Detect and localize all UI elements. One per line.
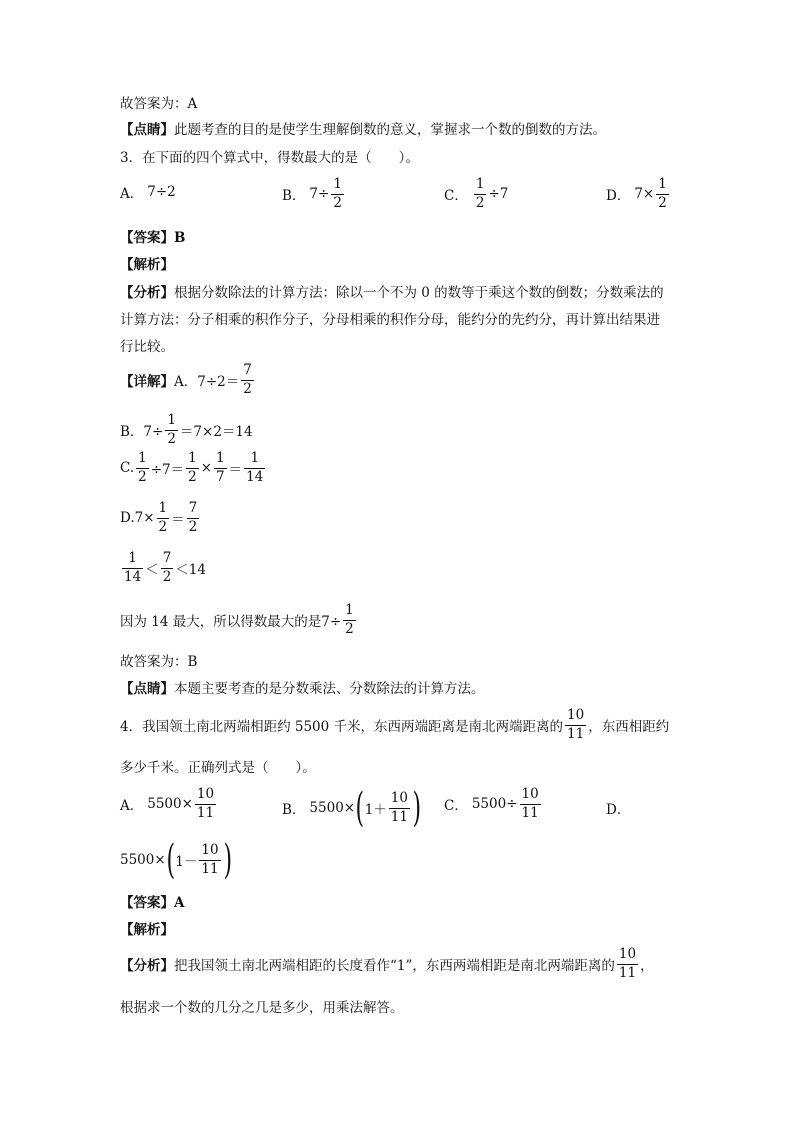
fraction-half: $\frac{1}{2}$ bbox=[475, 176, 485, 211]
option-label: C． bbox=[444, 798, 468, 814]
question-3-stem: 3．在下面的四个算式中，得数最大的是（ ）。 bbox=[120, 150, 419, 166]
fraction-one-fourteenth: $\frac{1}{14}$ bbox=[246, 450, 264, 485]
q4-option-c bbox=[444, 788, 543, 820]
detail-expr: C. bbox=[120, 460, 135, 476]
detail-expr: D.7× bbox=[120, 510, 155, 526]
q3-option-b bbox=[282, 178, 346, 210]
option-expr: 7× bbox=[634, 186, 655, 202]
right-paren: ) bbox=[223, 837, 232, 883]
tip-text: 此题考查的目的是使学生理解倒数的意义，掌握求一个数的倒数的方法。 bbox=[174, 122, 606, 138]
q4-option-d-label bbox=[606, 798, 630, 818]
option-expr: ÷7 bbox=[488, 186, 509, 202]
detail-compare bbox=[120, 552, 206, 584]
tip-line-2 bbox=[120, 120, 606, 140]
conclusion-text: 因为 14 最大，所以得数最大的是7÷ bbox=[120, 614, 342, 630]
option-expr: 1＋ bbox=[364, 802, 387, 818]
option-label: A． bbox=[120, 798, 144, 814]
tip-tag: 【点睛】 bbox=[120, 122, 174, 138]
tip-tag: 【点睛】 bbox=[120, 681, 174, 697]
option-expr: 5500× bbox=[309, 800, 356, 816]
analysis-4-line-1 bbox=[120, 948, 654, 980]
fraction-one-fourteenth: $\frac{1}{14}$ bbox=[124, 550, 142, 585]
analysis-3-line-1 bbox=[120, 283, 664, 303]
option-expr: 5500÷ bbox=[471, 796, 518, 812]
fraction-seven-halves: $\frac{7}{2}$ bbox=[243, 362, 252, 397]
analysis-tag: 【分析】 bbox=[120, 285, 174, 301]
tip-line-3 bbox=[120, 679, 485, 699]
right-paren: ) bbox=[412, 785, 422, 831]
detail-expr: B．7÷ bbox=[120, 424, 164, 440]
option-expr: 5500× bbox=[120, 852, 166, 868]
option-expr: 7÷ bbox=[309, 186, 330, 202]
analysis-4-header: 【解析】 bbox=[120, 922, 174, 938]
analysis-tag: 【分析】 bbox=[120, 958, 174, 974]
fraction-half: $\frac{1}{2}$ bbox=[345, 602, 354, 637]
option-label: D． bbox=[606, 188, 631, 204]
q4-option-d-expr bbox=[120, 837, 232, 883]
times-sign: × bbox=[200, 460, 213, 476]
left-paren: ( bbox=[355, 785, 365, 831]
option-label: C． bbox=[444, 188, 468, 204]
detail-b bbox=[120, 414, 253, 446]
q3-option-c bbox=[444, 178, 508, 210]
fraction-half: $\frac{1}{2}$ bbox=[167, 412, 176, 447]
option-expr: 7÷2 bbox=[147, 184, 176, 200]
fraction-half: $\frac{1}{2}$ bbox=[188, 450, 197, 485]
fraction-ten-elevenths: $\frac{10}{11}$ bbox=[567, 707, 585, 742]
left-paren: ( bbox=[166, 837, 175, 883]
detail-expr: ＜14 bbox=[175, 562, 206, 578]
option-expr: 1－ bbox=[175, 854, 198, 870]
detail-a bbox=[120, 364, 256, 396]
tip-text: 本题主要考查的是分数乘法、分数除法的计算方法。 bbox=[174, 681, 485, 697]
analysis-3-line-3: 行比较。 bbox=[120, 339, 174, 355]
question-4-line-2: 多少千米。正确列式是（ ）。 bbox=[120, 760, 316, 776]
detail-expr: ÷7＝ bbox=[150, 462, 185, 478]
question-text: ，东西相距约 bbox=[588, 719, 670, 735]
fraction-half: $\frac{1}{2}$ bbox=[333, 176, 342, 211]
q4-option-b bbox=[282, 785, 422, 831]
analysis-3-line-2: 计算方法：分子相乘的积作分子，分母相乘的积作分母，能约分的先约分，再计算出结果进 bbox=[120, 312, 660, 328]
answer-line-2: 故答案为：A bbox=[120, 96, 198, 112]
fraction-seven-halves: $\frac{7}{2}$ bbox=[162, 550, 172, 585]
option-expr: 5500× bbox=[147, 796, 193, 812]
fraction-ten-elevenths: $\frac{10}{11}$ bbox=[201, 842, 219, 877]
option-label: D． bbox=[606, 802, 631, 818]
analysis-3-header: 【解析】 bbox=[120, 257, 174, 273]
answer-4: 【答案】A bbox=[120, 895, 185, 911]
detail-expr: A．7÷2＝ bbox=[174, 374, 240, 390]
answer-3: 【答案】B bbox=[120, 230, 186, 246]
q3-option-a bbox=[120, 182, 176, 202]
analysis-4-line-2: 根据求一个数的几分之几是多少，用乘法解答。 bbox=[120, 1000, 404, 1016]
equals-sign: ＝ bbox=[228, 462, 243, 478]
analysis-text: 把我国领土南北两端相距的长度看作“1”，东西两端相距是南北两端距离的 bbox=[174, 958, 615, 974]
fraction-seven-halves: $\frac{7}{2}$ bbox=[188, 500, 198, 535]
q3-option-d bbox=[606, 178, 671, 210]
analysis-text: ， bbox=[640, 958, 654, 974]
option-label: B． bbox=[282, 188, 306, 204]
answer-line-3: 故答案为：B bbox=[120, 654, 198, 670]
fraction-ten-elevenths: $\frac{10}{11}$ bbox=[390, 790, 408, 825]
fraction-ten-elevenths: $\frac{10}{11}$ bbox=[196, 786, 215, 821]
fraction-half: $\frac{1}{2}$ bbox=[658, 176, 667, 211]
fraction-half: $\frac{1}{2}$ bbox=[138, 450, 147, 485]
detail-expr: ＝7×2＝14 bbox=[179, 424, 253, 440]
option-label: B． bbox=[282, 802, 306, 818]
less-than-sign: ＜ bbox=[145, 562, 159, 578]
detail-c bbox=[120, 452, 267, 484]
fraction-one-seventh: $\frac{1}{7}$ bbox=[216, 450, 225, 485]
fraction-ten-elevenths: $\frac{10}{11}$ bbox=[618, 946, 637, 981]
question-4-line-1 bbox=[120, 709, 669, 741]
question-text: 4．我国领土南北两端相距约 5500 千米，东西两端距离是南北两端距离的 bbox=[120, 719, 564, 735]
q4-option-a bbox=[120, 788, 218, 820]
detail-conclusion bbox=[120, 604, 358, 636]
fraction-half: $\frac{1}{2}$ bbox=[158, 500, 168, 535]
fraction-ten-elevenths: $\frac{10}{11}$ bbox=[521, 786, 539, 821]
detail-d bbox=[120, 502, 201, 534]
option-label: A． bbox=[120, 186, 144, 202]
equals-sign: ＝ bbox=[171, 512, 185, 528]
detail-tag: 【详解】 bbox=[120, 374, 174, 390]
analysis-text: 根据分数除法的计算方法：除以一个不为 0 的数等于乘这个数的倒数；分数乘法的 bbox=[174, 285, 664, 301]
